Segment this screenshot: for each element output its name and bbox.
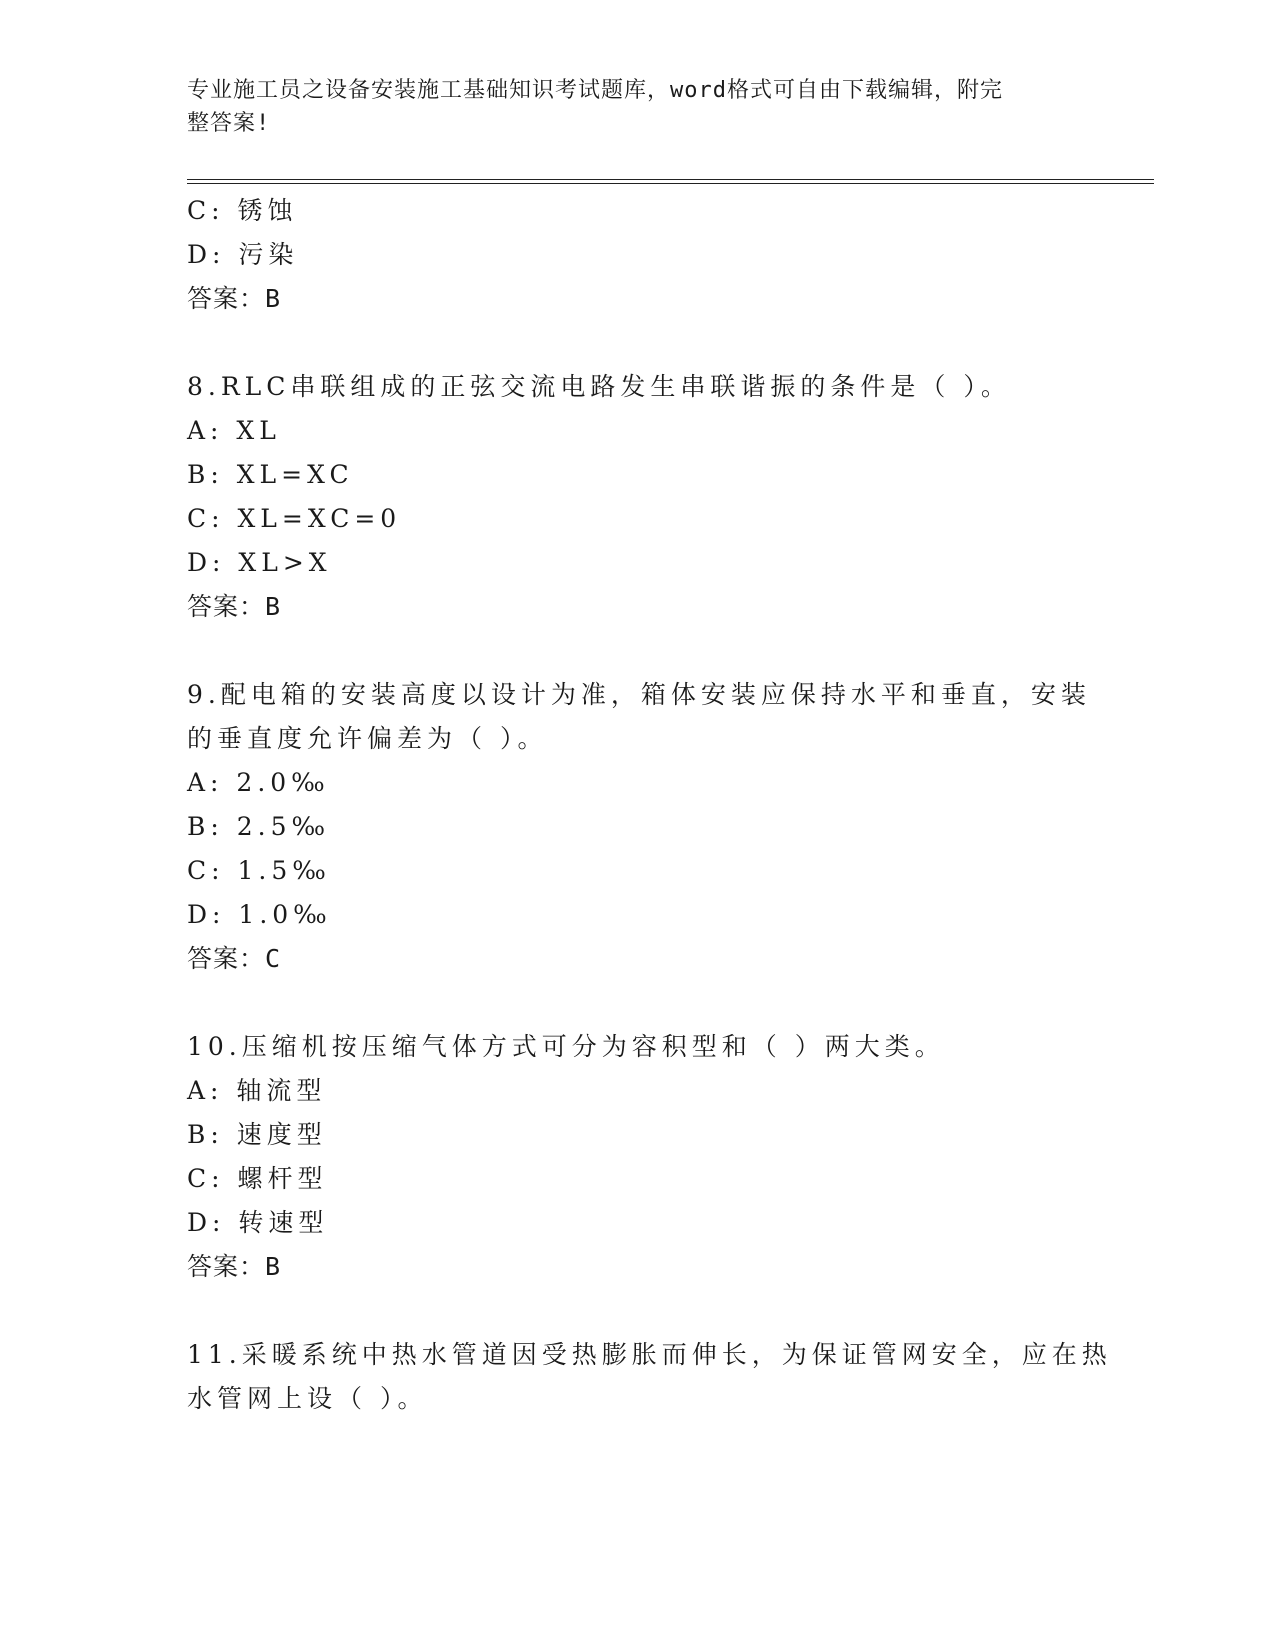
q9-question-line-2: 的垂直度允许偏差为（ ）。	[187, 724, 548, 753]
q8-answer: 答案：B	[187, 592, 282, 621]
q10-option-d: D: 转速型	[187, 1208, 329, 1237]
q9-option-a: A: 2.0‰	[187, 768, 330, 797]
header-divider-top	[187, 179, 1154, 180]
q9-option-b: B: 2.5‰	[187, 812, 331, 841]
q8-option-d: D: XL>X	[187, 548, 332, 577]
q7-answer: 答案：B	[187, 284, 282, 313]
q9-option-d: D: 1.0‰	[187, 900, 332, 929]
q10-option-c: C: 螺杆型	[187, 1164, 328, 1193]
q8-option-b: B: XL=XC	[187, 460, 354, 489]
q7-option-d: D: 污染	[187, 240, 299, 269]
header-line-1: 专业施工员之设备安装施工基础知识考试题库，word格式可自由下载编辑，附完	[187, 78, 1003, 103]
header-line-2: 整答案!	[187, 111, 271, 136]
q7-option-c: C: 锈蚀	[187, 196, 298, 225]
document-header	[187, 74, 1067, 140]
q11-question-line-1: 11.采暖系统中热水管道因受热膨胀而伸长，为保证管网安全，应在热	[187, 1340, 1112, 1369]
q10-answer: 答案：B	[187, 1252, 282, 1281]
q9-option-c: C: 1.5‰	[187, 856, 331, 885]
q8-option-c: C: XL=XC=0	[187, 504, 402, 533]
q10-option-b: B: 速度型	[187, 1120, 327, 1149]
q8-question: 8.RLC串联组成的正弦交流电路发生串联谐振的条件是（ ）。	[187, 372, 1011, 401]
header-divider-bottom	[187, 183, 1154, 184]
q9-question-line-1: 9.配电箱的安装高度以设计为准，箱体安装应保持水平和垂直，安装	[187, 680, 1091, 709]
q9-answer: 答案：C	[187, 944, 282, 973]
q11-question-line-2: 水管网上设（ ）。	[187, 1384, 428, 1413]
q10-option-a: A: 轴流型	[187, 1076, 327, 1105]
q10-question: 10.压缩机按压缩气体方式可分为容积型和（ ）两大类。	[187, 1032, 945, 1061]
q8-option-a: A: XL	[187, 416, 281, 445]
